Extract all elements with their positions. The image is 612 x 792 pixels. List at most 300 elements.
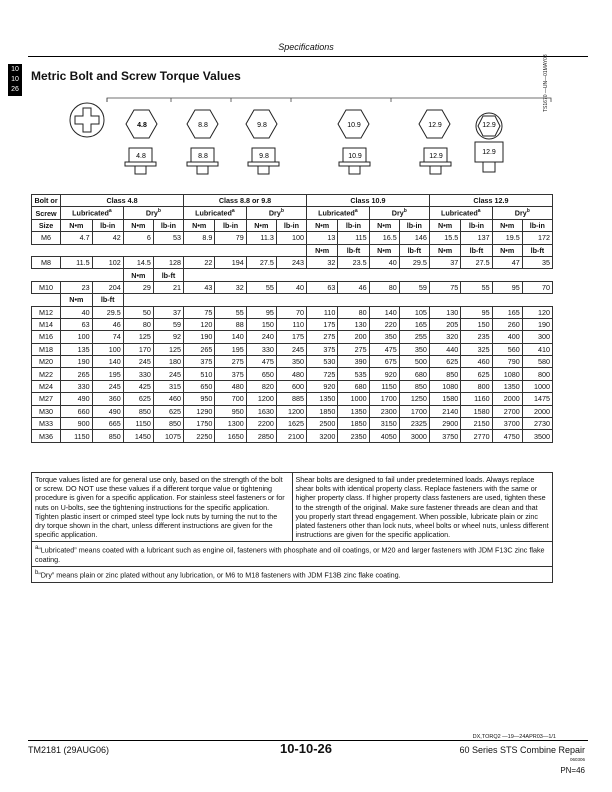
unit-header-nm: N•m <box>306 219 337 231</box>
footnote-marker: a <box>231 208 235 215</box>
torque-value: 725 <box>306 368 337 380</box>
torque-value: 115 <box>338 232 369 244</box>
table-row <box>32 306 553 318</box>
torque-value: 460 <box>461 356 492 368</box>
grade-label-top: 12.9 <box>482 122 496 129</box>
torque-value: 80 <box>338 306 369 318</box>
torque-value: 235 <box>461 331 492 343</box>
footnote-marker: a <box>354 208 358 215</box>
torque-value: 150 <box>246 318 276 330</box>
footnote-row <box>31 542 553 567</box>
torque-value: 1200 <box>276 405 306 417</box>
torque-value: 1000 <box>522 380 552 392</box>
torque-value: 260 <box>492 318 522 330</box>
torque-value: 140 <box>215 331 246 343</box>
footnote-marker: a <box>35 545 39 552</box>
torque-value: 530 <box>306 356 337 368</box>
torque-value: 205 <box>429 318 460 330</box>
torque-value: 170 <box>123 343 153 355</box>
torque-value: 300 <box>522 331 552 343</box>
footnote-lubricated <box>32 542 552 566</box>
unit-label-lbft: lb-ft <box>92 294 123 306</box>
torque-value: 320 <box>429 331 460 343</box>
torque-value: 146 <box>399 232 429 244</box>
blank-cell <box>123 244 153 256</box>
torque-value: 850 <box>123 405 153 417</box>
torque-value: 70 <box>276 306 306 318</box>
unit-switch-row <box>32 269 553 281</box>
torque-value: 175 <box>276 331 306 343</box>
torque-value: 125 <box>153 343 183 355</box>
torque-value: 165 <box>399 318 429 330</box>
footnote-marker: b <box>35 570 39 577</box>
torque-value: 245 <box>153 368 183 380</box>
torque-value: 1475 <box>522 393 552 405</box>
notes-row <box>31 472 553 542</box>
torque-value: 120 <box>522 306 552 318</box>
torque-value: 15.5 <box>429 232 460 244</box>
torque-value: 190 <box>522 318 552 330</box>
bolt-size: M14 <box>32 318 61 330</box>
table-row <box>32 343 553 355</box>
torque-value: 80 <box>123 318 153 330</box>
torque-value: 375 <box>184 356 215 368</box>
torque-value: 3150 <box>369 418 399 430</box>
torque-value: 100 <box>61 331 92 343</box>
blank-cell <box>32 294 61 306</box>
torque-value: 14.5 <box>123 256 153 268</box>
torque-value: 240 <box>246 331 276 343</box>
torque-value: 204 <box>92 281 123 293</box>
class-header: Class 10.9 <box>306 195 429 207</box>
torque-value: 650 <box>184 380 215 392</box>
torque-value: 150 <box>461 318 492 330</box>
bolt-size: M16 <box>32 331 61 343</box>
torque-value: 59 <box>153 318 183 330</box>
torque-value: 200 <box>338 331 369 343</box>
torque-value: 120 <box>184 318 215 330</box>
table-row <box>32 331 553 343</box>
footnote-marker: b <box>157 208 161 215</box>
torque-value: 390 <box>338 356 369 368</box>
torque-value: 125 <box>123 331 153 343</box>
torque-value: 1580 <box>429 393 460 405</box>
torque-value: 665 <box>92 418 123 430</box>
blank-cell <box>461 269 492 281</box>
bolt-size: M20 <box>32 356 61 368</box>
torque-value: 1700 <box>399 405 429 417</box>
torque-value: 2900 <box>429 418 460 430</box>
blank-cell <box>246 294 276 306</box>
shear-bolt-note: Shear bolts are designed to fail under predetermined loads. Always replace shear bolts with identical property class. Replace fasteners with the same or higher property class. If higher property class fasteners are used, tighten these to the strength of the original. Make sure fastener threads are clean and that you properly start thread engagement. When possible, lubricate plain or zinc plated fasteners other than lock nuts, wheel bolts or wheel nuts, unless different instructions are given for the specific application. <box>292 473 553 541</box>
blank-cell <box>399 294 429 306</box>
unit-switch-row <box>32 294 553 306</box>
torque-value: 2700 <box>492 405 522 417</box>
torque-value: 140 <box>92 356 123 368</box>
torque-value: 35 <box>522 256 552 268</box>
torque-value: 59 <box>399 281 429 293</box>
unit-header-lbin: lb-in <box>338 219 369 231</box>
table-header-row <box>32 195 553 207</box>
torque-value: 2100 <box>276 430 306 442</box>
torque-value: 100 <box>276 232 306 244</box>
torque-value: 4750 <box>492 430 522 442</box>
unit-label-lbft: lb-ft <box>522 244 552 256</box>
blank-cell <box>492 269 522 281</box>
torque-value: 40 <box>369 256 399 268</box>
torque-value: 1650 <box>215 430 246 442</box>
unit-label-lbft: lb-ft <box>153 269 183 281</box>
corner-label: Screw <box>32 207 61 219</box>
grade-label-side: 9.8 <box>259 153 269 160</box>
corner-label: Size <box>32 219 61 231</box>
torque-value: 700 <box>215 393 246 405</box>
torque-value: 22 <box>184 256 215 268</box>
torque-value: 80 <box>369 281 399 293</box>
torque-value: 95 <box>246 306 276 318</box>
torque-value: 1250 <box>399 393 429 405</box>
class-header: Class 8.8 or 9.8 <box>184 195 307 207</box>
blank-cell <box>92 244 123 256</box>
torque-value: 245 <box>123 356 153 368</box>
torque-value: 1300 <box>215 418 246 430</box>
dry-label: Dry <box>514 208 527 218</box>
blank-cell <box>92 269 123 281</box>
torque-value: 75 <box>429 281 460 293</box>
torque-value: 21 <box>153 281 183 293</box>
torque-value: 265 <box>184 343 215 355</box>
torque-value: 2000 <box>522 405 552 417</box>
torque-value: 245 <box>276 343 306 355</box>
torque-value: 75 <box>184 306 215 318</box>
blank-cell <box>461 294 492 306</box>
torque-value: 410 <box>522 343 552 355</box>
blank-cell <box>399 269 429 281</box>
torque-value: 23.5 <box>338 256 369 268</box>
torque-value: 63 <box>306 281 337 293</box>
torque-value: 8.9 <box>184 232 215 244</box>
bolt-size: M8 <box>32 256 61 268</box>
torque-value: 1080 <box>492 368 522 380</box>
torque-value: 850 <box>429 368 460 380</box>
torque-value: 220 <box>369 318 399 330</box>
unit-header-nm: N•m <box>123 219 153 231</box>
table-row <box>32 380 553 392</box>
torque-value: 140 <box>369 306 399 318</box>
blank-cell <box>429 294 460 306</box>
grade-label-top: 10.9 <box>347 122 361 129</box>
torque-value: 1350 <box>306 393 337 405</box>
torque-value: 1150 <box>123 418 153 430</box>
torque-value: 180 <box>153 356 183 368</box>
unit-header-lbin: lb-in <box>522 219 552 231</box>
torque-value: 27.5 <box>246 256 276 268</box>
torque-value: 425 <box>123 380 153 392</box>
torque-value: 13 <box>306 232 337 244</box>
torque-value: 2730 <box>522 418 552 430</box>
torque-value: 6 <box>123 232 153 244</box>
blank-cell <box>61 244 92 256</box>
torque-value: 1200 <box>246 393 276 405</box>
footnote-marker: b <box>403 208 407 215</box>
grade-label-side: 12.9 <box>429 153 443 160</box>
header-rule <box>28 56 588 57</box>
torque-value: 19.5 <box>492 232 522 244</box>
grade-label-side: 10.9 <box>348 153 362 160</box>
torque-value: 195 <box>92 368 123 380</box>
torque-value: 440 <box>429 343 460 355</box>
torque-value: 350 <box>369 331 399 343</box>
lubricated-header <box>429 207 492 219</box>
torque-value: 50 <box>123 306 153 318</box>
blank-cell <box>306 269 337 281</box>
blank-cell <box>184 294 215 306</box>
bolt-size: M10 <box>32 281 61 293</box>
blank-cell <box>246 269 276 281</box>
torque-value: 130 <box>429 306 460 318</box>
torque-value: 16.5 <box>369 232 399 244</box>
blank-cell <box>153 294 183 306</box>
torque-value: 4050 <box>369 430 399 442</box>
figure-code: TS1670 —UN—01MAY03 <box>543 54 549 112</box>
torque-value: 920 <box>306 380 337 392</box>
torque-value: 600 <box>276 380 306 392</box>
bolt-head-illustration <box>31 96 555 186</box>
torque-value: 275 <box>338 343 369 355</box>
footnote-lubricated-text: “Lubricated” means coated with a lubricant such as engine oil, fasteners with phosphate and oil coatings, or M20 and larger fasteners with JDM F13C zinc flake coating. <box>35 545 545 565</box>
unit-label-nm: N•m <box>61 294 92 306</box>
torque-value: 1625 <box>276 418 306 430</box>
torque-value: 950 <box>184 393 215 405</box>
torque-value: 650 <box>246 368 276 380</box>
blank-cell <box>215 269 246 281</box>
blank-cell <box>246 244 276 256</box>
unit-label-lbft: lb-ft <box>461 244 492 256</box>
torque-value: 4.7 <box>61 232 92 244</box>
blank-cell <box>429 269 460 281</box>
torque-value: 1350 <box>492 380 522 392</box>
torque-value: 490 <box>92 405 123 417</box>
torque-value: 2140 <box>429 405 460 417</box>
torque-value: 130 <box>338 318 369 330</box>
blank-cell <box>338 294 369 306</box>
torque-value: 46 <box>338 281 369 293</box>
torque-table <box>31 194 553 443</box>
footnote-marker: b <box>280 208 284 215</box>
torque-value: 350 <box>276 356 306 368</box>
torque-value: 950 <box>215 405 246 417</box>
torque-value: 920 <box>369 368 399 380</box>
dry-label: Dry <box>145 208 158 218</box>
table-subheader-row <box>32 207 553 219</box>
table-row <box>32 393 553 405</box>
bolt-size: M6 <box>32 232 61 244</box>
torque-value: 32 <box>306 256 337 268</box>
torque-value: 820 <box>246 380 276 392</box>
torque-value: 55 <box>461 281 492 293</box>
blank-cell <box>276 294 306 306</box>
torque-value: 190 <box>184 331 215 343</box>
table-row <box>32 256 553 268</box>
torque-value: 275 <box>306 331 337 343</box>
torque-value: 1160 <box>461 393 492 405</box>
torque-value: 245 <box>92 380 123 392</box>
table-row <box>32 368 553 380</box>
blank-cell <box>338 269 369 281</box>
torque-value: 480 <box>215 380 246 392</box>
torque-value: 325 <box>461 343 492 355</box>
torque-value: 625 <box>153 405 183 417</box>
torque-value: 2350 <box>338 430 369 442</box>
torque-value: 42 <box>92 232 123 244</box>
torque-value: 1580 <box>461 405 492 417</box>
side-tab-line: 26 <box>11 86 19 93</box>
torque-value: 330 <box>61 380 92 392</box>
unit-label-nm: N•m <box>306 244 337 256</box>
torque-value: 137 <box>461 232 492 244</box>
torque-value: 70 <box>522 281 552 293</box>
torque-value: 172 <box>522 232 552 244</box>
grade-label-side: 4.8 <box>136 153 146 160</box>
torque-value: 2250 <box>184 430 215 442</box>
torque-value: 47 <box>492 256 522 268</box>
torque-value: 1850 <box>306 405 337 417</box>
torque-value: 625 <box>123 393 153 405</box>
footnote-row <box>31 567 553 583</box>
blank-cell <box>369 294 399 306</box>
torque-value: 660 <box>61 405 92 417</box>
unit-header-lbin: lb-in <box>399 219 429 231</box>
blank-cell <box>215 244 246 256</box>
torque-value: 350 <box>399 343 429 355</box>
general-use-note: Torque values listed are for general use only, based on the strength of the bolt or screw. DO NOT use these values if a different torque value or tightening procedure is given for a specific application. For stainless steel fasteners or for nuts on U-bolts, see the tightening instructions for the specific application. Tighten plastic insert or crimped steel type lock nuts by turning the nut to the dry torque shown in the chart, unless different instructions are given for the specific application. <box>35 475 285 540</box>
blank-cell <box>276 269 306 281</box>
torque-value: 2770 <box>461 430 492 442</box>
torque-value: 74 <box>92 331 123 343</box>
torque-value: 1150 <box>61 430 92 442</box>
unit-header-lbin: lb-in <box>276 219 306 231</box>
torque-value: 100 <box>92 343 123 355</box>
torque-value: 92 <box>153 331 183 343</box>
blank-cell <box>215 294 246 306</box>
footnote-dry-text: “Dry” means plain or zinc plated without any lubrication, or M6 to M18 fasteners with JDM F13B zinc flake coating. <box>38 570 401 580</box>
torque-value: 2200 <box>246 418 276 430</box>
grade-label-top: 9.8 <box>257 122 267 129</box>
lubricated-header <box>184 207 247 219</box>
torque-value: 55 <box>215 306 246 318</box>
grade-label-side: 8.8 <box>198 153 208 160</box>
torque-value: 460 <box>153 393 183 405</box>
unit-header-nm: N•m <box>429 219 460 231</box>
hex-head-side-icon <box>125 142 503 174</box>
footer-doc-code: DX,TORQ2 —19—24APR03—1/1 <box>472 734 556 740</box>
grade-label-top: 8.8 <box>198 122 208 129</box>
grade-label-top: 12.9 <box>428 122 442 129</box>
dry-header <box>246 207 306 219</box>
torque-value: 135 <box>61 343 92 355</box>
torque-value: 175 <box>306 318 337 330</box>
corner-label: Bolt or <box>32 195 61 207</box>
class-header: Class 12.9 <box>429 195 552 207</box>
blank-cell <box>522 294 552 306</box>
dry-header <box>123 207 183 219</box>
lubricated-header <box>306 207 369 219</box>
footnote-marker: b <box>526 208 530 215</box>
torque-value: 625 <box>429 356 460 368</box>
torque-value: 1850 <box>338 418 369 430</box>
torque-value: 95 <box>461 306 492 318</box>
unit-header-nm: N•m <box>184 219 215 231</box>
torque-value: 40 <box>61 306 92 318</box>
unit-switch-row <box>32 244 553 256</box>
unit-header-nm: N•m <box>246 219 276 231</box>
bolt-figure-svg <box>31 96 555 186</box>
torque-value: 243 <box>276 256 306 268</box>
torque-value: 11.5 <box>61 256 92 268</box>
table-row <box>32 232 553 244</box>
bolt-size: M36 <box>32 430 61 442</box>
torque-value: 2850 <box>246 430 276 442</box>
torque-value: 275 <box>215 356 246 368</box>
torque-value: 475 <box>369 343 399 355</box>
table-unit-row <box>32 219 553 231</box>
unit-header-nm: N•m <box>492 219 522 231</box>
torque-value: 1750 <box>184 418 215 430</box>
unit-label-nm: N•m <box>429 244 460 256</box>
blank-cell <box>522 269 552 281</box>
lubricated-label: Lubricated <box>72 208 109 218</box>
bolt-size: M18 <box>32 343 61 355</box>
phillips-head-icon <box>70 103 104 137</box>
table-row <box>32 405 553 417</box>
unit-header-nm: N•m <box>369 219 399 231</box>
torque-value: 2325 <box>399 418 429 430</box>
lubricated-header <box>61 207 124 219</box>
torque-value: 475 <box>246 356 276 368</box>
torque-value: 850 <box>92 430 123 442</box>
lubricated-label: Lubricated <box>318 208 355 218</box>
torque-value: 110 <box>306 306 337 318</box>
unit-header-lbin: lb-in <box>215 219 246 231</box>
torque-value: 88 <box>215 318 246 330</box>
torque-value: 2500 <box>306 418 337 430</box>
torque-value: 46 <box>92 318 123 330</box>
torque-value: 3500 <box>522 430 552 442</box>
footer-manual-id: TM2181 (29AUG06) <box>28 745 110 755</box>
unit-header-lbin: lb-in <box>461 219 492 231</box>
section-side-tab <box>8 64 22 96</box>
side-tab-line: 10 <box>11 66 19 73</box>
blank-cell <box>32 269 61 281</box>
page-header-title: Specifications <box>278 42 334 52</box>
torque-value: 625 <box>461 368 492 380</box>
torque-value: 1700 <box>369 393 399 405</box>
torque-value: 2300 <box>369 405 399 417</box>
grade-label-top: 4.8 <box>137 122 147 129</box>
torque-value: 195 <box>215 343 246 355</box>
unit-label-lbft: lb-ft <box>399 244 429 256</box>
torque-value: 535 <box>338 368 369 380</box>
torque-value: 330 <box>123 368 153 380</box>
grade-label-side: 12.9 <box>482 149 496 156</box>
torque-value: 400 <box>492 331 522 343</box>
torque-value: 330 <box>246 343 276 355</box>
torque-value: 29.5 <box>399 256 429 268</box>
torque-value: 53 <box>153 232 183 244</box>
table-row <box>32 418 553 430</box>
table-row <box>32 430 553 442</box>
footnote-dry <box>32 567 404 582</box>
